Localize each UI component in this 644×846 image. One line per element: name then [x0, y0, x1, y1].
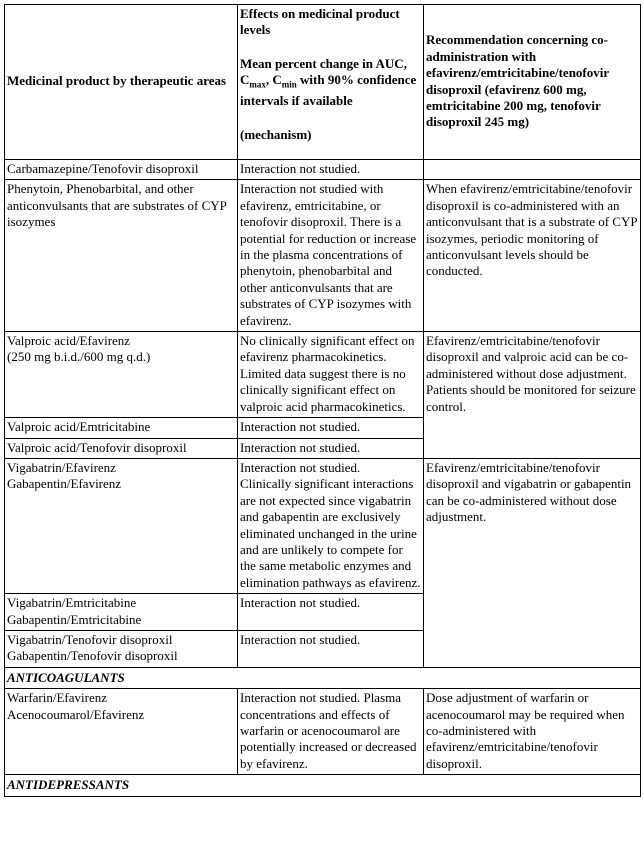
effect-cell: Interaction not studied. Plasma concentrations and effects of warfarin or acenocoumarol are potentially increased or decreased by efavirenz. — [238, 689, 424, 775]
section-heading: ANTICOAGULANTS — [5, 667, 641, 688]
header-effects — [238, 5, 424, 160]
effect-cell: Interaction not studied. Clinically significant interactions are not expected since vigabatrin and gabapentin are exclusively eliminated unchanged in the urine and are unlikely to compete for the same metabolic enzymes and elimination pathways as efavirenz. — [238, 458, 424, 593]
product-cell: Valproic acid/Tenofovir disoproxil — [5, 438, 238, 458]
recommendation-cell: Dose adjustment of warfarin or acenocoumarol may be required when co-administered with efavirenz/emtricitabine/tenofovir disoproxil. — [424, 689, 641, 775]
product-cell: Phenytoin, Phenobarbital, and other anticonvulsants that are substrates of CYP isozymes — [5, 180, 238, 332]
product-cell: Vigabatrin/Emtricitabine Gabapentin/Emtricitabine — [5, 594, 238, 631]
interaction-table — [4, 4, 641, 797]
header-effects-mechanism: (mechanism) — [240, 126, 312, 142]
effect-cell: Interaction not studied. — [238, 630, 424, 667]
effect-cell: Interaction not studied. — [238, 160, 424, 180]
recommendation-cell: Efavirenz/emtricitabine/tenofovir disoproxil and valproic acid can be co-administered without dose adjustment. Patients should be monitored for seizure control. — [424, 332, 641, 459]
table-row — [5, 180, 641, 332]
recommendation-cell — [424, 160, 641, 180]
table-row — [5, 332, 641, 418]
product-cell: Vigabatrin/Efavirenz Gabapentin/Efavirenz — [5, 458, 238, 593]
product-cell: Warfarin/Efavirenz Acenocoumarol/Efavirenz — [5, 689, 238, 775]
effect-cell: No clinically significant effect on efavirenz pharmacokinetics. Limited data suggest there is no clinically significant effect on valproic acid pharmacokinetics. — [238, 332, 424, 418]
section-row-antidepressants — [5, 775, 641, 796]
recommendation-cell: When efavirenz/emtricitabine/tenofovir disoproxil is co-administered with an anticonvulsant that is a substrate of CYP isozymes, periodic monitoring of anticonvulsant levels should be conducted. — [424, 180, 641, 332]
recommendation-cell: Efavirenz/emtricitabine/tenofovir disoproxil and vigabatrin or gabapentin can be co-administered without dose adjustment. — [424, 458, 641, 667]
table-row — [5, 689, 641, 775]
header-effects-mean: Mean percent change in AUC, $C_{max}$, $C_{min}$ with 90% confidence intervals if available — [240, 55, 417, 109]
effect-cell: Interaction not studied. — [238, 438, 424, 458]
effect-cell: Interaction not studied with efavirenz, emtricitabine, or tenofovir disoproxil. There is a potential for reduction or increase in the plasma concentrations of phenytoin, phenobarbital and other anticonvulsants that are substrates of CYP isozymes with efavirenz. — [238, 180, 424, 332]
header-medicinal-product: Medicinal product by therapeutic areas — [5, 5, 238, 160]
effect-cell: Interaction not studied. — [238, 594, 424, 631]
table-row — [5, 160, 641, 180]
product-cell: Vigabatrin/Tenofovir disoproxil Gabapentin/Tenofovir disoproxil — [5, 630, 238, 667]
table-header-row — [5, 5, 641, 160]
table-row — [5, 458, 641, 593]
effect-cell: Interaction not studied. — [238, 418, 424, 438]
section-row-anticoagulants — [5, 667, 641, 688]
section-heading: ANTIDEPRESSANTS — [5, 775, 641, 796]
product-cell: Valproic acid/Emtricitabine — [5, 418, 238, 438]
product-cell: Carbamazepine/Tenofovir disoproxil — [5, 160, 238, 180]
header-recommendation: Recommendation concerning co-administration with efavirenz/emtricitabine/tenofovir disoproxil (efavirenz 600 mg, emtricitabine 200 mg, tenofovir disoproxil 245 mg) — [424, 5, 641, 160]
product-cell: Valproic acid/Efavirenz (250 mg b.i.d./600 mg q.d.) — [5, 332, 238, 418]
header-effects-title: Effects on medicinal product levels — [240, 6, 400, 38]
